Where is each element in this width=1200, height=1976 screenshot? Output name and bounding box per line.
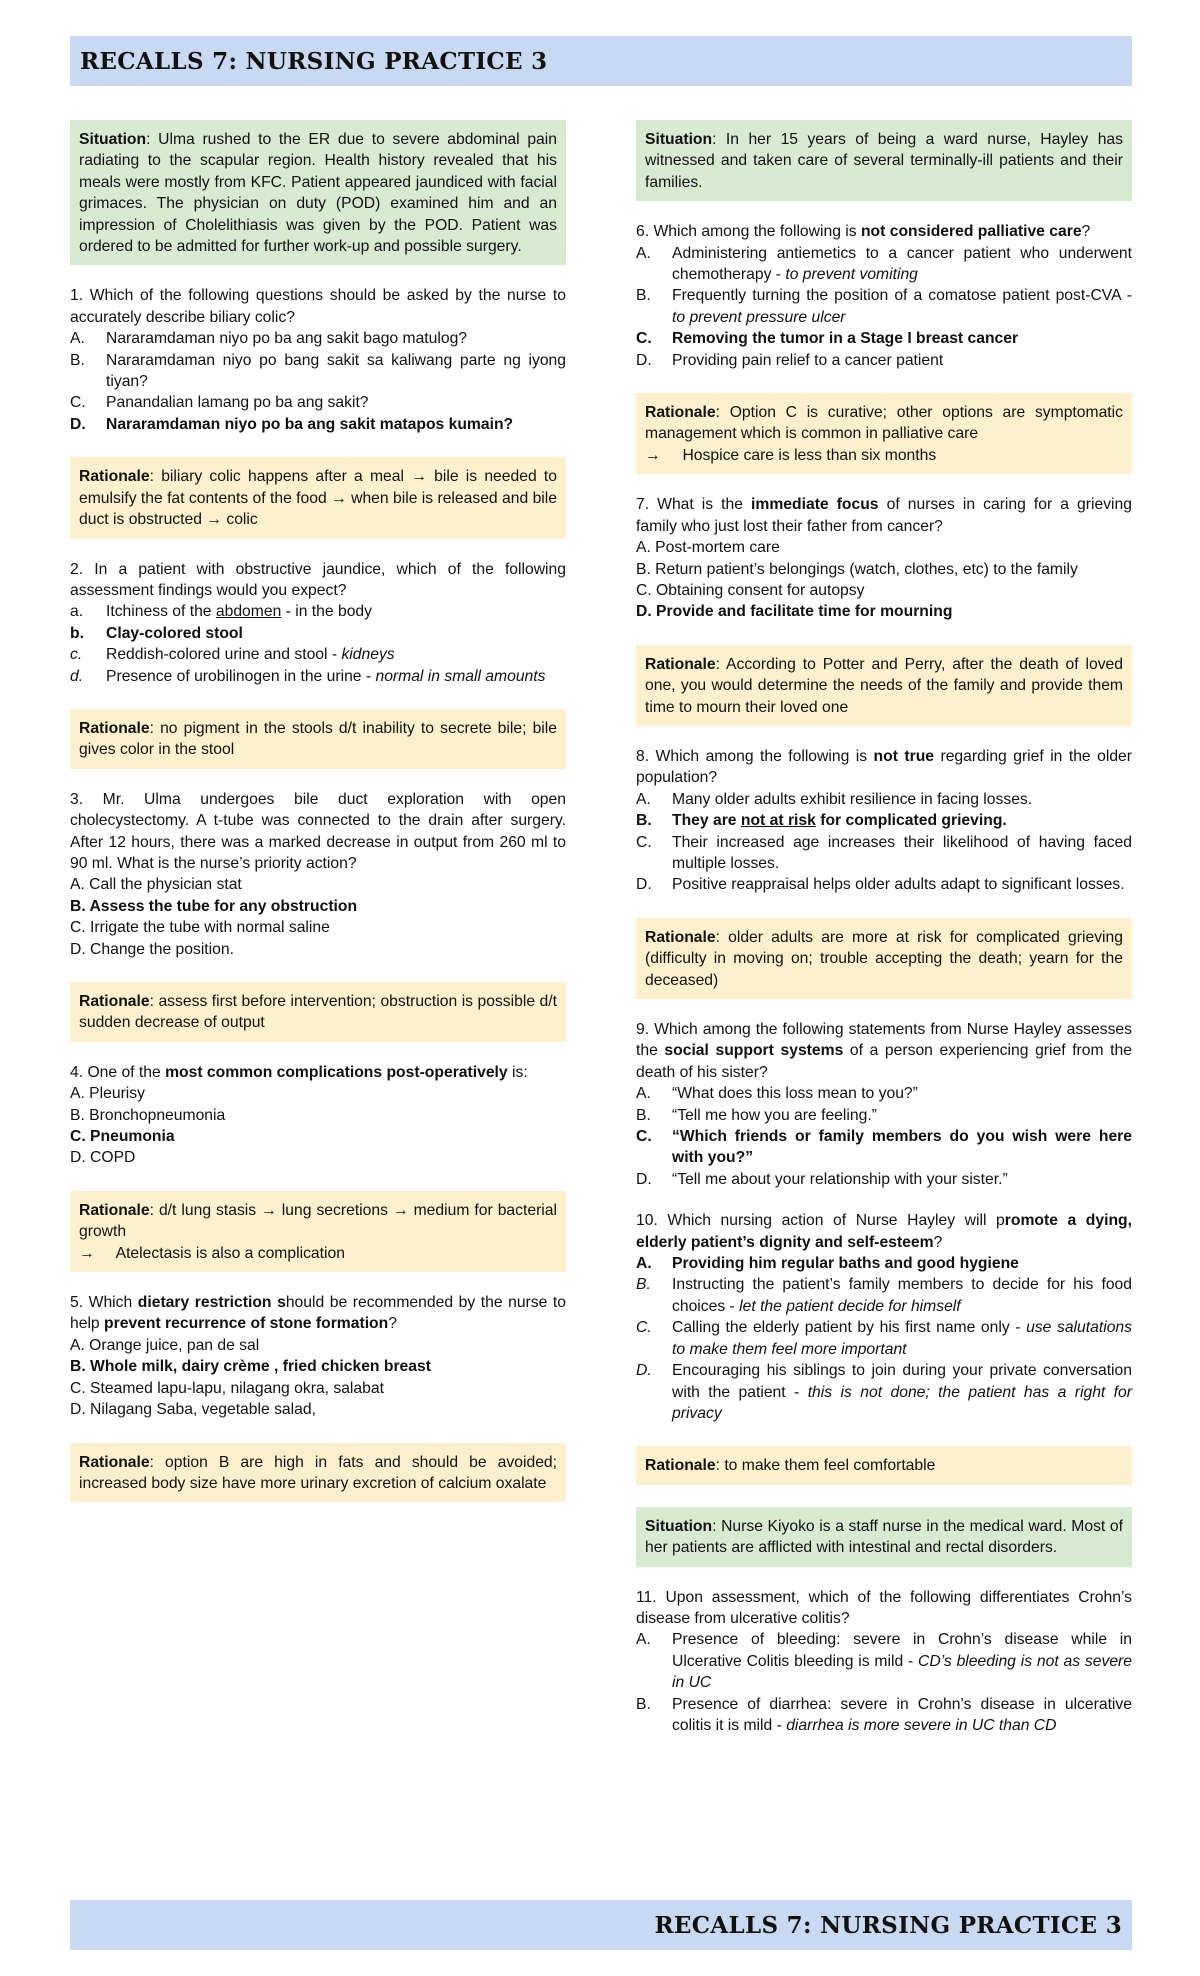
rationale-text: : Option C is curative; other options are symptomatic management which is common in palliative care — [645, 404, 1123, 443]
option-d: D. Nilagang Saba, vegetable salad, — [70, 1401, 316, 1419]
option-letter: a. — [70, 603, 84, 621]
option-note: to prevent pressure ulcer — [672, 308, 846, 326]
situation-box-kiyoko — [636, 1507, 1132, 1567]
option-text — [672, 1694, 1132, 1737]
option-text-part: Presence of urobilinogen in the urine - — [106, 667, 376, 685]
rationale-label: Rationale — [79, 468, 150, 486]
option-letter: A. — [636, 244, 651, 262]
stem-emphasis: prevent recurrence of stone formation — [104, 1315, 389, 1333]
option-note: normal in small amounts — [375, 667, 546, 685]
situation-label: Situation — [645, 131, 713, 148]
rationale-text: : assess first before intervention; obstruction is possible d/t sudden decrease of output — [79, 993, 557, 1032]
situation-box-ulma — [70, 120, 566, 265]
option-letter: C. — [636, 1128, 652, 1146]
option-text: “Which friends or family members do you wish were here with you?” — [672, 1128, 1132, 1167]
option-letter: c. — [70, 646, 83, 664]
situation-box-hayley — [636, 120, 1132, 201]
option-note: to prevent vomiting — [785, 266, 918, 284]
option-text-part: Administering antiemetics to a cancer patient who underwent chemotherapy - — [672, 244, 1132, 284]
question-2 — [70, 559, 566, 687]
left-column — [70, 120, 566, 1502]
rationale-label: Rationale — [645, 928, 716, 946]
question-stem: 3. Mr. Ulma undergoes bile duct exploration with open cholecystectomy. A t-tube was connected to the drain after surgery. After 12 hours, there was a marked decrease in output from 260 ml to 90 ml. What is the nurse’s priority action? — [70, 790, 566, 872]
option-letter: D. — [636, 1362, 652, 1380]
question-stem — [636, 1019, 1132, 1083]
option-b: B. Bronchopneumonia — [70, 1106, 226, 1124]
option-letter: B. — [636, 1106, 651, 1124]
option-c — [636, 1317, 1132, 1360]
stem-part: 8. Which among the following is — [636, 747, 874, 765]
option-a: A. Post-mortem care — [636, 539, 780, 557]
question-3 — [70, 789, 566, 960]
stem-emphasis: immediate focus — [751, 496, 879, 514]
option-text-part: Presence of bleeding: severe in Crohn’s disease while in Ulcerative Colitis bleeding is mild - — [672, 1631, 1132, 1670]
option-text-part: Frequently turning the position of a comatose patient post-CVA - — [672, 287, 1132, 305]
header-banner — [70, 36, 1132, 86]
underlined-word: abdomen — [215, 603, 282, 621]
rationale-box-4 — [70, 1191, 566, 1272]
option-b-correct — [70, 623, 566, 644]
option-text: Removing the tumor in a Stage I breast cancer — [672, 330, 1019, 348]
rationale-text: : older adults are more at risk for complicated grieving (difficulty in moving on; trouble accepting the death; yearn for the deceased) — [645, 928, 1123, 989]
rationale-label: Rationale — [79, 1201, 150, 1219]
option-letter: C. — [636, 1319, 652, 1337]
rationale-label: Rationale — [79, 993, 150, 1010]
rationale-box-2 — [70, 709, 566, 769]
option-text: “Tell me about your relationship with your sister.” — [672, 1170, 1008, 1188]
option-text — [672, 810, 1132, 831]
question-9 — [636, 1019, 1132, 1190]
option-d — [636, 874, 1132, 895]
option-text-part: Calling the elderly patient by his first name only - — [672, 1319, 1027, 1337]
question-11 — [636, 1587, 1132, 1737]
situation-text: : Nurse Kiyoko is a staff nurse in the medical ward. Most of her patients are afflicted with intestinal and rectal disorders. — [645, 1517, 1123, 1557]
option-c-correct — [636, 1126, 1132, 1169]
option-b-correct: B. Whole milk, dairy crème , fried chicken breast — [70, 1358, 431, 1376]
rationale-label: Rationale — [79, 1453, 150, 1471]
rationale-text: : to make them feel comfortable — [715, 1457, 936, 1475]
option-a: A. Orange juice, pan de sal — [70, 1336, 260, 1354]
option-a — [636, 1629, 1132, 1693]
rationale-text: : d/t lung stasis → lung secretions → medium for bacterial growth — [79, 1201, 557, 1241]
underlined-phrase: not at risk — [740, 812, 816, 830]
option-text: Clay-colored stool — [106, 624, 243, 642]
option-letter: b. — [70, 624, 84, 642]
option-b — [636, 1694, 1132, 1737]
rationale-label: Rationale — [645, 404, 716, 422]
option-d — [636, 1360, 1132, 1424]
header-title: RECALLS 7: NURSING PRACTICE 3 — [80, 48, 548, 75]
option-c — [70, 392, 566, 413]
option-d — [70, 666, 566, 687]
option-letter: D. — [636, 876, 652, 894]
option-d — [636, 1169, 1132, 1190]
right-column — [636, 120, 1132, 1736]
option-a: A. Call the physician stat — [70, 876, 242, 894]
option-text-part: - in the body — [281, 603, 372, 621]
question-stem — [70, 1062, 566, 1083]
stem-part: ? — [1081, 223, 1091, 241]
option-note: kidneys — [341, 646, 395, 664]
stem-part: 9. Which among the following statements from Nurse Hayley assesses the — [636, 1021, 1132, 1060]
option-text: “Tell me how you are feeling.” — [672, 1106, 877, 1124]
stem-part: is: — [507, 1063, 528, 1081]
option-text — [672, 1274, 1132, 1317]
question-5 — [70, 1292, 566, 1420]
option-note: let the patient decide for himself — [739, 1297, 961, 1315]
option-letter: A. — [636, 1631, 651, 1649]
option-c: C. Irrigate the tube with normal saline — [70, 919, 330, 937]
question-stem — [636, 1210, 1132, 1253]
footer-banner — [70, 1900, 1132, 1950]
option-letter: D. — [636, 1170, 652, 1188]
option-note: this is not done; the patient has a right for privacy — [672, 1383, 1132, 1422]
rationale-label: Rationale — [645, 655, 716, 673]
option-text: Their increased age increases their likelihood of having faced multiple losses. — [672, 833, 1132, 872]
stem-part: of a person experiencing grief from the death of his sister? — [636, 1042, 1132, 1081]
option-note: CD’s bleeding is not as severe in UC — [672, 1652, 1132, 1692]
option-b — [636, 1105, 1132, 1126]
stem-part: 10. Which nursing action of Nurse Hayley will p — [636, 1212, 1005, 1230]
stem-emphasis: romote a dying, elderly patient’s dignity and self-esteem — [636, 1212, 1132, 1251]
option-letter: B. — [636, 1276, 651, 1294]
stem-emphasis: dietary restriction s — [137, 1294, 286, 1312]
rationale-bullet: → Hospice care is less than six months — [645, 446, 937, 464]
stem-part: ? — [388, 1315, 397, 1333]
option-letter: d. — [70, 667, 84, 685]
option-text-part: for complicated grieving. — [815, 812, 1007, 830]
option-text-part: Presence of diarrhea: severe in Crohn’s disease in ulcerative colitis it is mild - — [672, 1695, 1132, 1734]
stem-emphasis: not true — [873, 747, 935, 765]
rationale-text: : According to Potter and Perry, after the death of loved one, you would determine the needs of the family and provide them time to mourn their loved one — [645, 655, 1123, 716]
question-8 — [636, 746, 1132, 896]
option-text: Panandalian lamang po ba ang sakit? — [106, 394, 369, 412]
stem-part: 7. What is the — [636, 496, 752, 514]
option-b — [636, 1274, 1132, 1317]
option-a-correct — [636, 1253, 1132, 1274]
option-a — [70, 328, 566, 349]
option-text: Providing him regular baths and good hygiene — [672, 1255, 1019, 1273]
option-letter: B. — [70, 351, 85, 369]
stem-part: 4. One of the — [70, 1063, 166, 1081]
option-text: “What does this loss mean to you?” — [672, 1085, 918, 1103]
option-c-correct: C. Pneumonia — [70, 1128, 175, 1146]
option-b-correct: B. Assess the tube for any obstruction — [70, 897, 358, 915]
option-b — [636, 285, 1132, 328]
option-text: Nararamdaman niyo po bang sakit sa kaliwang parte ng iyong tiyan? — [106, 351, 566, 391]
question-stem — [636, 494, 1132, 537]
question-stem — [636, 221, 1132, 242]
rationale-box-7 — [636, 645, 1132, 726]
option-d: D. Change the position. — [70, 940, 234, 958]
option-text: Providing pain relief to a cancer patient — [672, 351, 944, 369]
option-c — [636, 832, 1132, 875]
option-note: diarrhea is more severe in UC than CD — [786, 1716, 1057, 1734]
rationale-box-10 — [636, 1446, 1132, 1484]
option-c — [70, 644, 566, 665]
option-d — [636, 350, 1132, 371]
rationale-bullet: → Atelectasis is also a complication — [79, 1244, 345, 1262]
stem-part: regarding grief in the older population? — [636, 747, 1132, 787]
option-letter: A. — [70, 330, 85, 348]
option-letter: D. — [636, 351, 652, 369]
option-letter: B. — [636, 812, 652, 830]
option-letter: A. — [636, 1085, 651, 1103]
option-letter: A. — [636, 1255, 652, 1273]
option-d-correct — [70, 414, 566, 435]
option-c: C. Steamed lapu-lapu, nilagang okra, salabat — [70, 1379, 384, 1397]
option-text — [672, 1629, 1132, 1693]
question-1 — [70, 285, 566, 435]
rationale-text: : no pigment in the stools d/t inability to secrete bile; bile gives color in the stool — [79, 719, 557, 759]
option-text — [106, 644, 566, 665]
footer-title: RECALLS 7: NURSING PRACTICE 3 — [654, 1912, 1122, 1939]
option-letter: C. — [70, 394, 86, 412]
option-a — [636, 789, 1132, 810]
option-c: C. Obtaining consent for autopsy — [636, 581, 865, 599]
option-letter: C. — [636, 833, 652, 851]
rationale-box-6 — [636, 393, 1132, 474]
question-7 — [636, 494, 1132, 622]
question-4 — [70, 1062, 566, 1169]
option-letter: C. — [636, 330, 652, 348]
option-text-part: Reddish-colored urine and stool - — [106, 646, 342, 664]
rationale-text: : biliary colic happens after a meal → bile is needed to emulsify the fat contents of the food → when bile is released and bile duct is obstructed → colic — [79, 468, 557, 529]
situation-label: Situation — [645, 1517, 713, 1535]
rationale-box-1 — [70, 457, 566, 538]
question-10 — [636, 1210, 1132, 1424]
option-a: A. Pleurisy — [70, 1085, 145, 1103]
situation-text: : Ulma rushed to the ER due to severe abdominal pain radiating to the scapular region. Health history revealed that his meals were mostly from KFC. Patient appeared jaundiced with facial grimaces. The physician on duty (POD) examined him and an impression of Cholelithiasis was given by the POD. Patient was ordered to be admitted for further work-up and possible surgery. — [79, 131, 557, 256]
option-a — [636, 243, 1132, 286]
option-letter: B. — [636, 1695, 651, 1713]
option-letter: A. — [636, 790, 651, 808]
stem-part: hould be recommended by the nurse to help — [70, 1294, 566, 1333]
option-text — [672, 1360, 1132, 1424]
option-text: Many older adults exhibit resilience in facing losses. — [672, 790, 1033, 808]
situation-text: : In her 15 years of being a ward nurse, Hayley has witnessed and taken care of several terminally-ill patients and their families. — [645, 131, 1123, 191]
option-text — [672, 243, 1132, 286]
rationale-label: Rationale — [79, 719, 150, 737]
question-6 — [636, 221, 1132, 371]
question-stem — [636, 746, 1132, 789]
option-text — [672, 285, 1132, 328]
option-text: Positive reappraisal helps older adults adapt to significant losses. — [672, 876, 1125, 894]
rationale-label: Rationale — [645, 1457, 716, 1475]
stem-emphasis: social support systems — [664, 1042, 844, 1060]
question-stem: 1. Which of the following questions should be asked by the nurse to accurately describe biliary colic? — [70, 287, 566, 326]
option-note: use salutations to make them feel more important — [672, 1319, 1132, 1358]
option-text-part: Instructing the patient’s family members to decide for his food choices - — [672, 1276, 1132, 1315]
option-d: D. COPD — [70, 1149, 136, 1167]
option-text-part: They are — [672, 812, 741, 830]
stem-emphasis: most common complications post-operatively — [165, 1063, 508, 1081]
option-a — [636, 1083, 1132, 1104]
stem-part: ? — [933, 1233, 943, 1251]
rationale-box-3 — [70, 982, 566, 1042]
question-stem: 2. In a patient with obstructive jaundice, which of the following assessment findings would you expect? — [70, 560, 566, 599]
option-d-correct: D. Provide and facilitate time for mourning — [636, 603, 953, 621]
option-text-part: Encouraging his siblings to join during your private conversation with the patient - — [672, 1362, 1132, 1401]
option-b: B. Return patient’s belongings (watch, clothes, etc) to the family — [636, 560, 1078, 578]
option-letter: D. — [70, 415, 86, 433]
option-letter: B. — [636, 287, 651, 305]
option-b — [70, 350, 566, 393]
rationale-box-5 — [70, 1443, 566, 1503]
rationale-box-8 — [636, 918, 1132, 999]
stem-emphasis: not considered palliative care — [860, 223, 1082, 241]
option-c-correct — [636, 328, 1132, 349]
stem-part: 6. Which among the following is — [636, 223, 861, 241]
option-b-correct — [636, 810, 1132, 831]
option-text — [672, 1317, 1132, 1360]
option-text — [106, 601, 566, 622]
question-stem: 11. Upon assessment, which of the following differentiates Crohn’s disease from ulcerative colitis? — [636, 1588, 1132, 1627]
option-text: Nararamdaman niyo po ba ang sakit bago matulog? — [106, 330, 468, 348]
stem-part: of nurses in caring for a grieving family who just lost their father from cancer? — [636, 496, 1132, 535]
option-a — [70, 601, 566, 622]
rationale-text: : option B are high in fats and should be avoided; increased body size have more urinary excretion of calcium oxalate — [79, 1453, 557, 1492]
option-text-part: Itchiness of the — [106, 603, 216, 621]
option-text: Nararamdaman niyo po ba ang sakit matapos kumain? — [106, 415, 514, 433]
stem-part: 5. Which — [70, 1294, 138, 1312]
option-text — [106, 666, 566, 687]
situation-label: Situation — [79, 131, 147, 148]
question-stem — [70, 1292, 566, 1335]
